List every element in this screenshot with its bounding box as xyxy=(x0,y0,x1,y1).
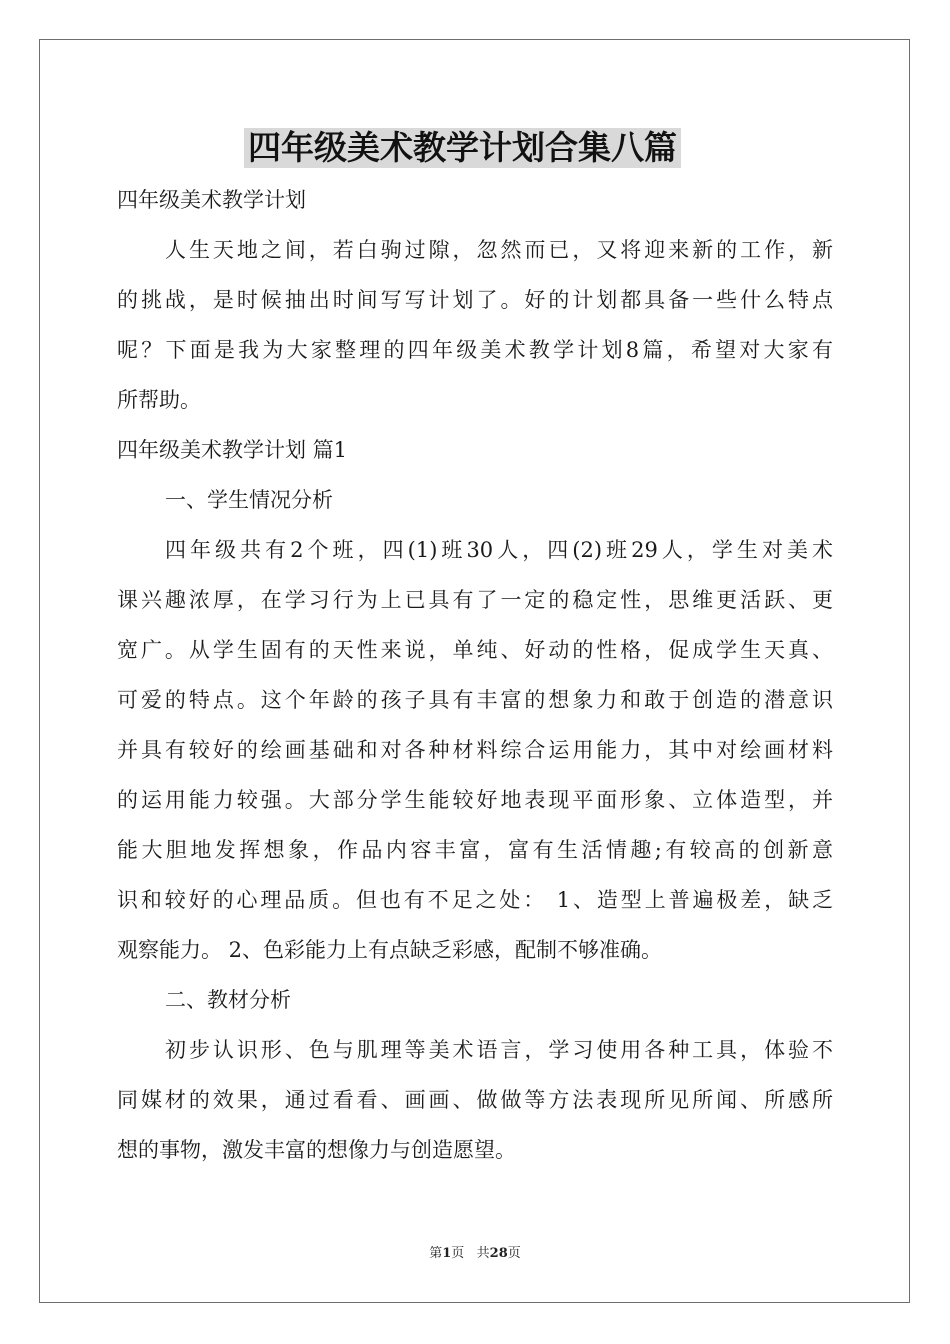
paragraph-line: 呢？下面是我为大家整理的四年级美术教学计划8篇，希望对大家有 xyxy=(117,338,833,362)
section-heading: 四年级美术教学计划 篇1 xyxy=(117,438,348,462)
paragraph-line: 识和较好的心理品质。但也有不足之处： 1、造型上普遍极差，缺乏 xyxy=(117,888,833,912)
paragraph-line: 可爱的特点。这个年龄的孩子具有丰富的想象力和敢于创造的潜意识 xyxy=(117,688,833,712)
footer-suffix: 页 xyxy=(507,1246,521,1261)
document-title: 四年级美术教学计划合集八篇 xyxy=(244,128,681,168)
paragraph-line: 宽广。从学生固有的天性来说，单纯、好动的性格，促成学生天真、 xyxy=(117,638,833,662)
paragraph-line: 观察能力。 2、色彩能力上有点缺乏彩感，配制不够准确。 xyxy=(117,938,663,962)
paragraph-line: 所帮助。 xyxy=(117,388,201,412)
paragraph-line: 能大胆地发挥想象，作品内容丰富，富有生活情趣;有较高的创新意 xyxy=(117,838,833,862)
paragraph-line: 人生天地之间，若白驹过隙，忽然而已，又将迎来新的工作，新 xyxy=(165,238,833,262)
paragraph-line: 同媒材的效果，通过看看、画画、做做等方法表现所见所闻、所感所 xyxy=(117,1088,833,1112)
footer-middle: 页 共 xyxy=(451,1246,490,1261)
paragraph-line: 想的事物，激发丰富的想像力与创造愿望。 xyxy=(117,1138,516,1162)
section-heading: 四年级美术教学计划 xyxy=(117,188,306,212)
current-page-number: 1 xyxy=(442,1246,452,1261)
paragraph-line: 初步认识形、色与肌理等美术语言，学习使用各种工具，体验不 xyxy=(165,1038,833,1062)
paragraph-line: 的挑战，是时候抽出时间写写计划了。好的计划都具备一些什么特点 xyxy=(117,288,833,312)
paragraph-line: 的运用能力较强。大部分学生能较好地表现平面形象、立体造型，并 xyxy=(117,788,833,812)
page-footer xyxy=(0,1245,950,1263)
subsection-heading: 一、学生情况分析 xyxy=(165,488,333,512)
paragraph-line: 四年级共有2个班，四(1)班30人，四(2)班29人，学生对美术 xyxy=(165,538,833,562)
paragraph-line: 并具有较好的绘画基础和对各种材料综合运用能力，其中对绘画材料 xyxy=(117,738,833,762)
footer-prefix: 第 xyxy=(429,1246,443,1261)
paragraph-line: 课兴趣浓厚，在学习行为上已具有了一定的稳定性，思维更活跃、更 xyxy=(117,588,833,612)
total-page-count: 28 xyxy=(489,1246,508,1261)
subsection-heading: 二、教材分析 xyxy=(165,988,291,1012)
